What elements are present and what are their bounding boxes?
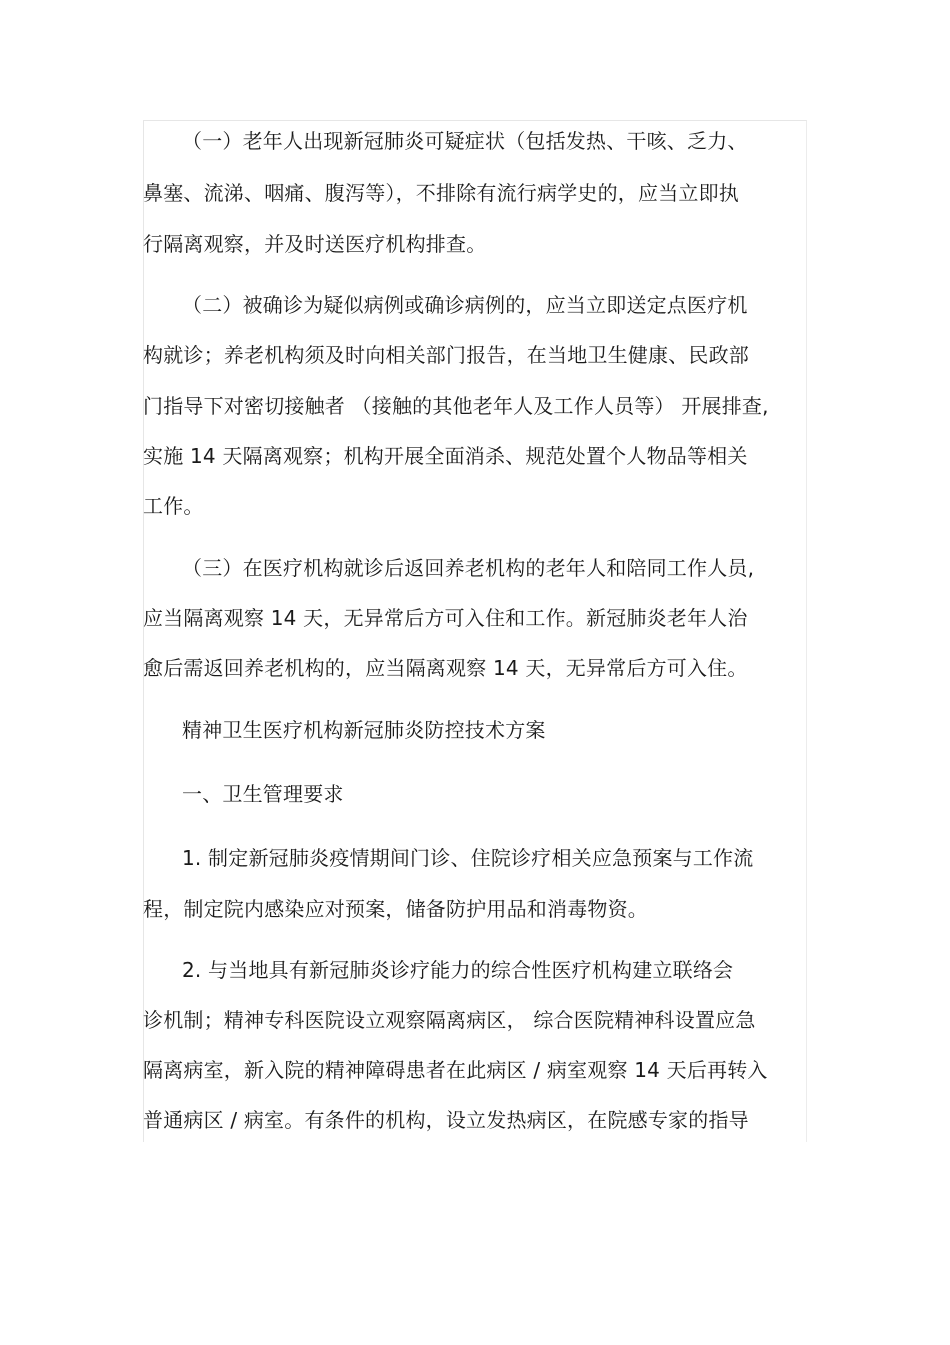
text-line: 普通病区 / 病室。有条件的机构，设立发热病区，在院感专家的指导 (143, 1108, 749, 1132)
text-line: 诊机制；精神专科医院设立观察隔离病区， 综合医院精神科设置应急 (143, 1008, 756, 1032)
text-line: 应当隔离观察 14 天，无异常后方可入住和工作。新冠肺炎老年人治 (143, 606, 748, 630)
text-line: 愈后需返回养老机构的，应当隔离观察 14 天，无异常后方可入住。 (143, 656, 748, 680)
text-line: （二）被确诊为疑似病例或确诊病例的，应当立即送定点医疗机 (182, 293, 748, 317)
text-line: 构就诊；养老机构须及时向相关部门报告，在当地卫生健康、民政部 (143, 343, 749, 367)
text-line: （一）老年人出现新冠肺炎可疑症状（包括发热、干咳、乏力、 (182, 129, 748, 153)
text-line: 程，制定院内感染应对预案，储备防护用品和消毒物资。 (143, 897, 648, 921)
text-line: 1. 制定新冠肺炎疫情期间门诊、住院诊疗相关应急预案与工作流 (182, 846, 754, 870)
section-heading: 一、卫生管理要求 (182, 782, 344, 806)
text-line: 2. 与当地具有新冠肺炎诊疗能力的综合性医疗机构建立联络会 (182, 958, 734, 982)
text-line: 行隔离观察，并及时送医疗机构排查。 (143, 232, 487, 256)
text-line: 门指导下对密切接触者 （接触的其他老年人及工作人员等） 开展排查, (143, 394, 769, 418)
text-line: （三）在医疗机构就诊后返回养老机构的老年人和陪同工作人员, (182, 556, 755, 580)
section-title: 精神卫生医疗机构新冠肺炎防控技术方案 (182, 718, 546, 742)
text-line: 鼻塞、流涕、咽痛、腹泻等），不排除有流行病学史的，应当立即执 (143, 181, 739, 205)
text-line: 工作。 (143, 494, 204, 518)
text-line: 实施 14 天隔离观察；机构开展全面消杀、规范处置个人物品等相关 (143, 444, 748, 468)
document-page (143, 120, 807, 1142)
text-line: 隔离病室，新入院的精神障碍患者在此病区 / 病室观察 14 天后再转入 (143, 1058, 768, 1082)
